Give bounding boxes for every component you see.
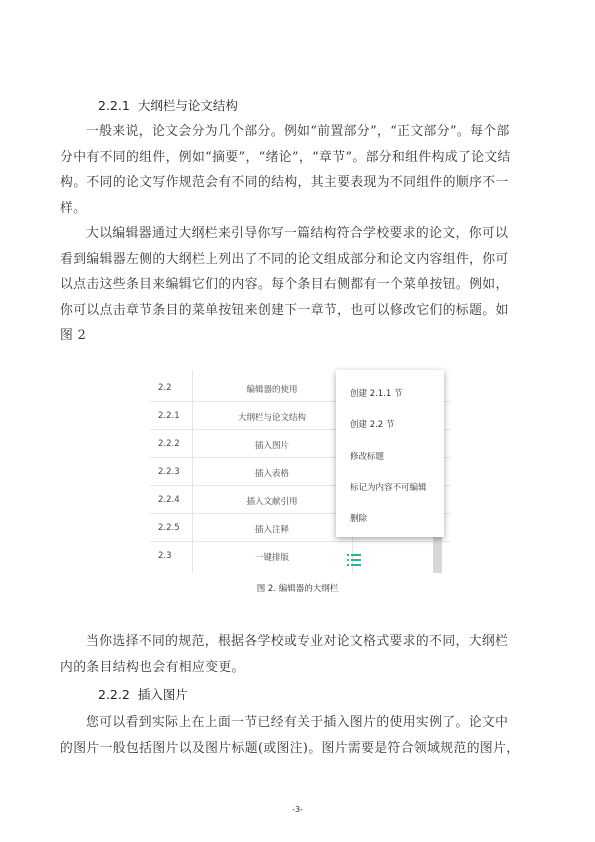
text-line: 的图片一般包括图片以及图片标题(或图注)。图片需要是符合领域规范的图片， xyxy=(60,740,520,756)
text-line: 你可以点击章节条目的菜单按钮来创建下一章节，也可以修改它们的标题。如 xyxy=(60,302,509,318)
text-line: 样。 xyxy=(60,200,87,216)
outline-row-number: 2.3 xyxy=(158,551,172,561)
menu-item-delete[interactable]: 删除 xyxy=(350,514,368,524)
context-menu xyxy=(336,370,444,537)
outline-row-label: 编辑器的使用 xyxy=(246,385,298,395)
page-number: -3- xyxy=(292,805,303,814)
text-line: 内的条目结构也会有相应变更。 xyxy=(60,659,245,675)
text-line: 当你选择不同的规范，根据各学校或专业对论文格式要求的不同，大纲栏 xyxy=(86,634,509,649)
section-heading-2-2-1 xyxy=(98,96,238,114)
outline-row-number: 2.2.4 xyxy=(158,495,180,505)
section-heading-2-2-2 xyxy=(98,685,188,703)
text-line: 分中有不同的组件，例如“摘要”，“绪论”，“章节”。部分和组件构成了论文结 xyxy=(60,149,511,165)
outline-row-label: 插入注释 xyxy=(254,525,289,535)
section-title: 大纲栏与论文结构 xyxy=(137,98,238,113)
outline-row[interactable] xyxy=(150,542,450,570)
outline-row-number: 2.2.3 xyxy=(158,467,180,477)
paragraph-outline-intro xyxy=(60,119,538,221)
text-line: 大以编辑器通过大纲栏来引导你写一篇结构符合学校要求的论文，你可以 xyxy=(86,226,509,241)
section-number: 2.2.2 xyxy=(98,687,130,702)
outline-row-label: 插入图片 xyxy=(254,441,289,451)
outline-row-label: 大纲栏与论文结构 xyxy=(237,413,306,423)
menu-item-rename[interactable]: 修改标题 xyxy=(350,452,385,462)
outline-row-label: 插入表格 xyxy=(254,469,289,479)
outline-row-number: 2.2.2 xyxy=(158,439,180,449)
outline-sidebar-figure xyxy=(150,370,445,573)
menu-item-create-subsection[interactable]: 创建 2.1.1 节 xyxy=(350,389,403,399)
paragraph-outline-usage xyxy=(60,221,538,349)
outline-row-number: 2.2 xyxy=(158,383,172,393)
text-line: 一般来说，论文会分为几个部分。例如“前置部分”，“正文部分”。每个部 xyxy=(86,124,510,139)
outline-row-label: 插入文献引用 xyxy=(246,497,298,507)
text-line: 您可以看到实际上在上面一节已经有关于插入图片的使用实例了。论文中 xyxy=(86,715,509,730)
menu-item-create-section[interactable]: 创建 2.2 节 xyxy=(350,420,395,430)
paragraph-structure-change xyxy=(60,629,538,680)
text-line: 以点击这些条目来编辑它们的内容。每个条目右侧都有一个菜单按钮。例如， xyxy=(60,277,509,293)
menu-item-lock-content[interactable]: 标记为内容不可编辑 xyxy=(350,483,427,493)
list-menu-icon[interactable] xyxy=(347,554,361,566)
outline-row-number: 2.2.5 xyxy=(158,523,180,533)
text-line: 构。不同的论文写作规范会有不同的结构，其主要表现为不同组件的顺序不一 xyxy=(60,175,509,191)
text-line: 看到编辑器左侧的大纲栏上列出了不同的论文组成部分和论文内容组件，你可 xyxy=(60,251,509,267)
text-line: 图 2 xyxy=(60,328,87,344)
section-title: 插入图片 xyxy=(137,687,188,702)
outline-row-label: 一键排版 xyxy=(254,553,289,563)
outline-row-number: 2.2.1 xyxy=(158,411,180,421)
paragraph-insert-image xyxy=(60,710,538,761)
section-number: 2.2.1 xyxy=(98,98,130,113)
figure-caption: 图 2. 编辑器的大纲栏 xyxy=(256,584,339,594)
